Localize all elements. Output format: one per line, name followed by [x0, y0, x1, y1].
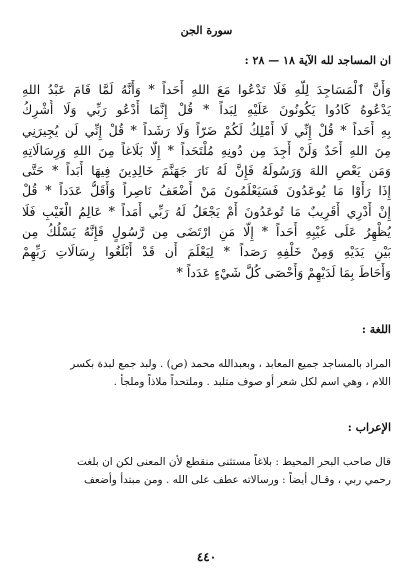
verse-line: وَأَنَّ ٱلْمَسَاجِدَ لِلَّهِ فَلَا تَدْعُوا مَعَ اللهِ أَحَداً * وَأَنَّهُ لَمَّا قَامَ عَبْدُ اللهِ [22, 82, 391, 97]
irab-heading: الإعراب : [347, 420, 391, 434]
irab-paragraph [22, 453, 391, 489]
verse-line: إِنْ أَدْرِي أَقَرِيبٌ مَا تُوعَدُونَ أَمْ يَجْعَلُ لَهُ رَبِّي أَمَداً * عَالِمُ الْغَيْبِ فَلَا [22, 203, 391, 219]
verse-line: إِذَا رَأَوْا مَا يُوعَدُونَ فَسَيَعْلَمُونَ مَنْ أَضْعَفُ نَاصِراً وَأَقَلُّ عَدَداً * قُلْ [22, 183, 391, 199]
verse-line: بَيْنِ يَدَيْهِ وَمِنْ خَلْفِهِ رَصَداً * لِيَعْلَمَ أَن قَدْ أَبْلَغُوا رِسَالَاتِ رَبِّهِمْ [22, 244, 391, 260]
verse-line: وَأَحَاطَ بِمَا لَدَيْهِمْ وَأَحْصَى كُلَّ شَيْءٍ عَدَداً * [176, 264, 391, 280]
page-number: ٤٤٠ [196, 550, 217, 564]
verse-reference-heading: ان المساجد لله الآية ١٨ — ٢٨ : [244, 54, 391, 67]
verse-line: يُظْهِرُ عَلَى غَيْبِهِ أَحَداً * إِلَّا مَنِ ارْتَضَى مِن رَّسُولٍ فَإِنَّهُ يَسْلُكُ مِن [22, 224, 391, 240]
verse-line: بِهِ أَحَداً * قُلْ إِنِّي لَا أَمْلِكُ لَكُمْ ضَرّاً وَلَا رَشَداً * قُلْ إِنِّي لَن يُجِيرَنِي [22, 122, 391, 138]
lugha-line: اللام ، وهي اسم لكل شعر أو صوف متلبد . وملتحداً ملاذاً وملجأ . [113, 375, 391, 388]
verse-line: مِنَ اللهِ أَحَدٌ وَلَنْ أَجِدَ مِن دُونِهِ مُلْتَحَداً * إِلَّا بَلَاغاً مِنَ اللهِ وَرِسَالَاتِهِ [22, 142, 391, 158]
quran-verses [22, 80, 391, 283]
surah-title: سورة الجن [180, 24, 233, 37]
irab-line: رحمي ربي ، وقـال أيضاً : ورسالاته عطف على الله . ومن مبتدأ وأضعف [84, 473, 391, 486]
lugha-line: المراد بالمساجد جميع المعابد ، وبعبدالله محمد (ص) . ولبد جمع لبدة بكسر [70, 357, 391, 370]
verse-line: يَدْعُوهُ كَادُوا يَكُونُونَ عَلَيْهِ لِبَداً * قُلْ إِنَّمَا أَدْعُو رَبِّي وَلَا أُشْرِكُ [22, 102, 391, 118]
lugha-paragraph [22, 355, 391, 391]
irab-line: قال صاحب البحر المحيط : بلاغاً مستثنى منقطع لأن المعنى لكن ان بلغت [76, 455, 391, 468]
lugha-heading: اللغة : [361, 322, 391, 336]
verse-line: وَمَن يَعْصِ اللهَ وَرَسُولَهُ فَإِنَّ لَهُ نَارَ جَهَنَّمَ خَالِدِينَ فِيهَا أَبَداً * حَتَّى [22, 163, 391, 179]
